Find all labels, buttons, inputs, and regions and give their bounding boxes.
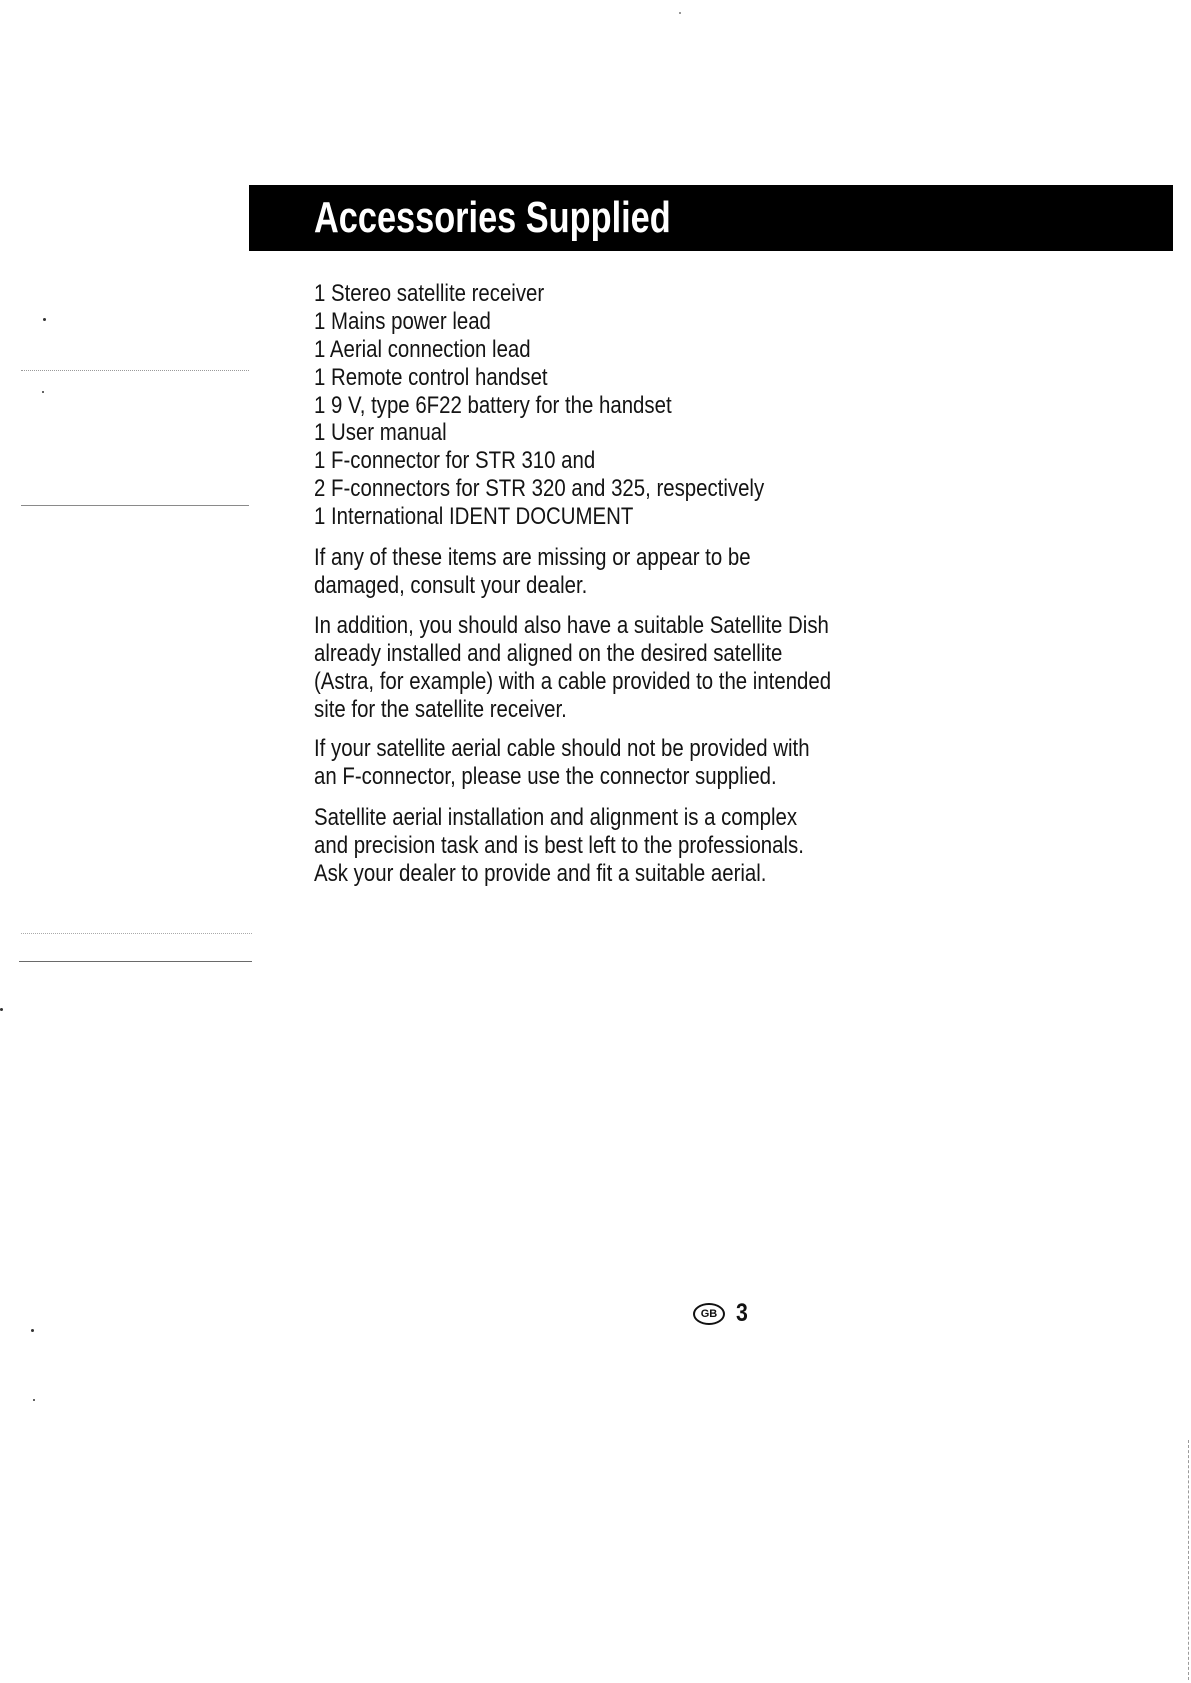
paragraph-line: If any of these items are missing or appear to be [314, 544, 751, 571]
scan-mark [679, 12, 681, 14]
scan-mark [19, 961, 252, 962]
list-item: 1 User manual [314, 419, 447, 447]
paragraph-line: site for the satellite receiver. [314, 695, 567, 723]
accessories-list [314, 280, 909, 531]
list-item: 1 9 V, type 6F22 battery for the handset [314, 391, 672, 419]
country-badge: GB [693, 1303, 725, 1325]
list-item: 1 F-connector for STR 310 and [314, 447, 596, 475]
list-item: 1 Remote control handset [314, 363, 548, 391]
paragraph-line: (Astra, for example) with a cable provided to the intended [314, 667, 832, 695]
paragraph-line: In addition, you should also have a suitable Satellite Dish [314, 612, 829, 639]
scan-mark [0, 1008, 3, 1011]
paragraph-line: an F-connector, please use the connector supplied. [314, 762, 777, 790]
page-number: 3 [736, 1299, 748, 1327]
scan-mark [33, 1399, 35, 1401]
missing-items-paragraph [314, 544, 909, 600]
scan-mark [31, 1329, 34, 1332]
paragraph-line: damaged, consult your dealer. [314, 571, 588, 599]
scan-mark [21, 933, 252, 934]
installation-advice-paragraph [314, 804, 909, 888]
list-item: 1 International IDENT DOCUMENT [314, 503, 634, 531]
scan-mark [1188, 1440, 1189, 1680]
list-item: 1 Mains power lead [314, 307, 491, 335]
f-connector-paragraph [314, 735, 909, 791]
scan-mark [42, 391, 44, 393]
scan-mark [21, 370, 249, 371]
list-item: 1 Stereo satellite receiver [314, 280, 545, 307]
section-header-bar [249, 185, 1173, 251]
list-item: 1 Aerial connection lead [314, 335, 531, 363]
scan-mark [21, 505, 249, 506]
paragraph-line: Satellite aerial installation and alignment is a complex [314, 804, 798, 831]
paragraph-line: If your satellite aerial cable should not be provided with [314, 735, 810, 762]
paragraph-line: and precision task and is best left to the professionals. [314, 831, 804, 859]
scan-mark [43, 318, 46, 321]
list-item: 2 F-connectors for STR 320 and 325, respectively [314, 475, 765, 503]
paragraph-line: already installed and aligned on the desired satellite [314, 639, 783, 667]
page-title: Accessories Supplied [314, 193, 671, 242]
satellite-dish-paragraph [314, 612, 909, 724]
paragraph-line: Ask your dealer to provide and fit a suitable aerial. [314, 859, 767, 887]
